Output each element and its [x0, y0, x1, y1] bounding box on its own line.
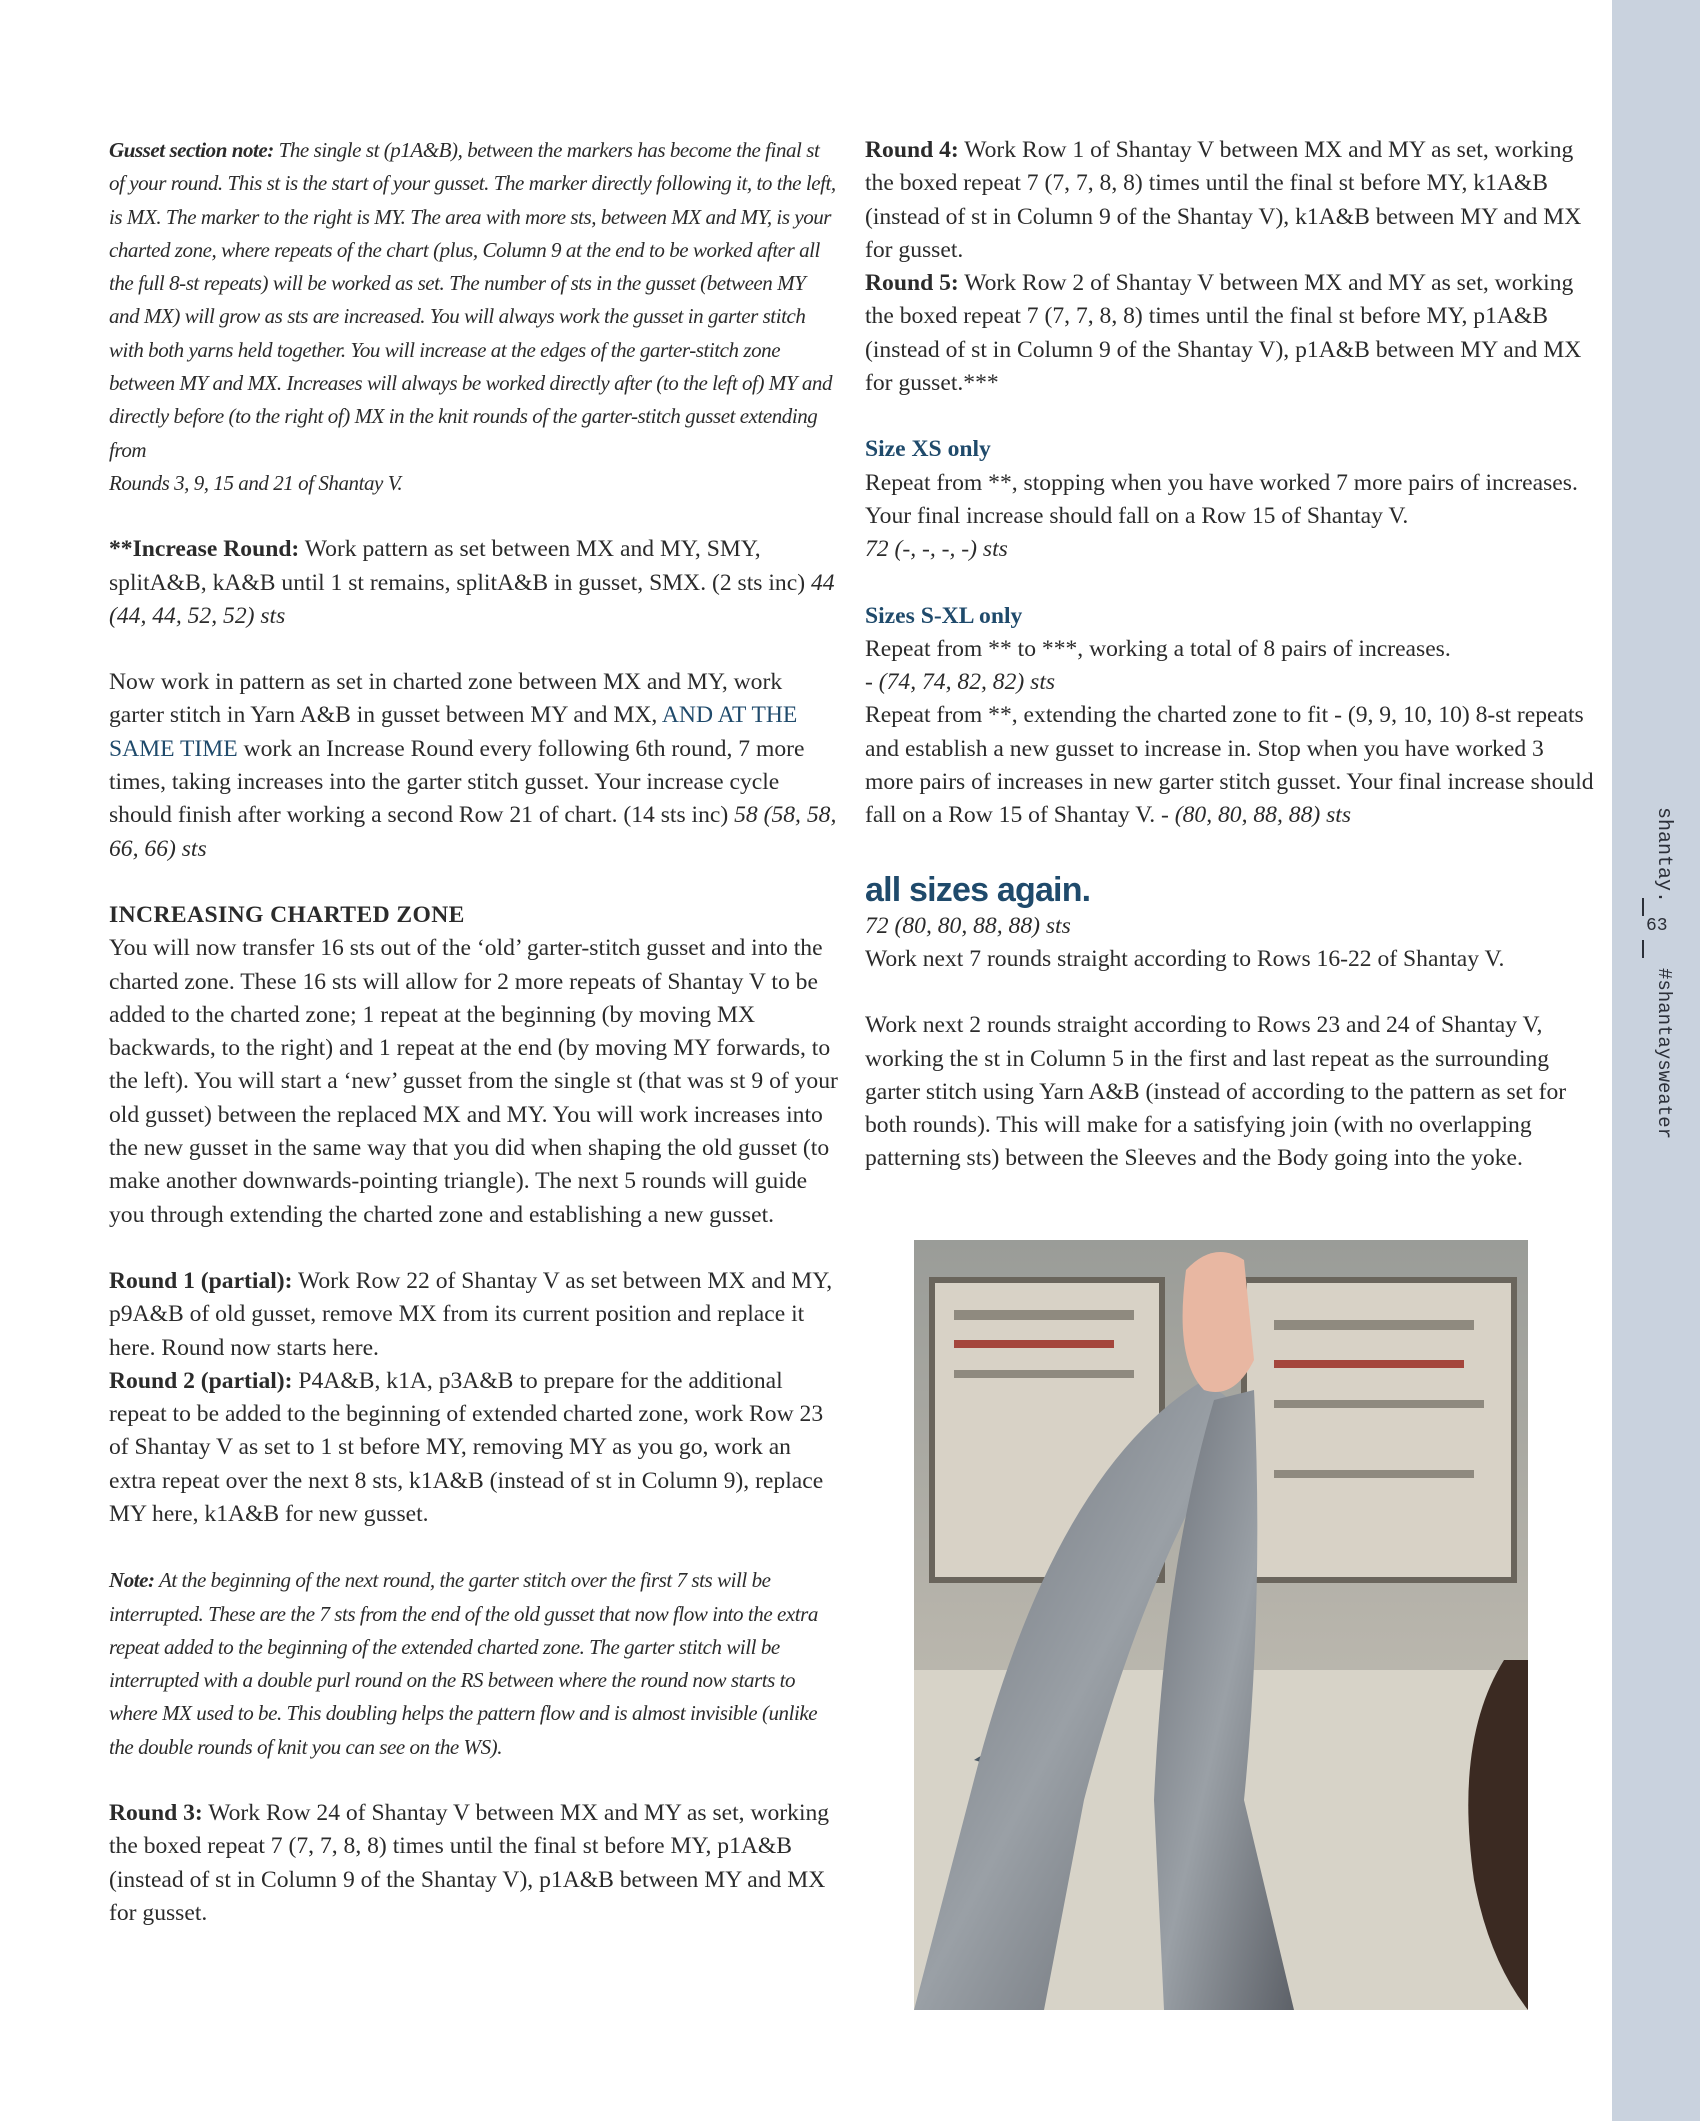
all-sizes-text-1: Work next 7 rounds straight according to Rows 16-22 of Shantay V. [865, 945, 1505, 972]
now-work-text-1: Now work in pattern as set in charted zone between MX and MY, work garter stitch in Yarn A&B in gusset between MY and MX, [109, 669, 783, 729]
increase-round [109, 533, 839, 633]
size-xs-text: Repeat from **, stopping when you have worked 7 more pairs of increases. Your final increase should fall on a Row 15 of Shantay V. [865, 469, 1578, 529]
size-xs-count: 72 (-, -, -, -) sts [865, 536, 1008, 563]
sizes-s-xl-heading: Sizes S-XL only [865, 602, 1023, 629]
round-1-label: Round 1 (partial): [109, 1267, 293, 1294]
sizes-s-xl-count-1: - (74, 74, 82, 82) sts [865, 669, 1056, 696]
gusset-note-text: The single st (p1A&B), between the markers has become the final st of your round. This st is the start of your gusset. The marker directly following it, to the left, is MX. The marker to the right is MY. The area with more sts, between MX and MY, is your charted zone, where repeats of the chart (plus, Column 9 at the end to be worked after all the full 8-st repeats) will be worked as set. The number of sts in the gusset (between MY and MX) will grow as sts are increased. You will always work the gusset in garter stitch with both yarns held together. You will increase at the edges of the garter-stitch zone between MY and MX. Increases will always be worked directly after (to the left of) MY and directly before (to the right of) MX in the knit rounds of the garter-stitch gusset extending from [109, 138, 836, 462]
round-3 [109, 1797, 839, 1930]
gusset-note-label: Gusset section note: [109, 138, 274, 162]
gusset-section-note [109, 134, 839, 500]
page-number: 63 [1646, 916, 1668, 936]
sizes-s-xl-text-1: Repeat from ** to ***, working a total of 8 pairs of increases. [865, 635, 1451, 662]
sizes-s-xl-count-2: (80, 80, 88, 88) sts [1174, 802, 1352, 829]
round-2 [109, 1365, 839, 1531]
all-sizes-text-2: Work next 2 rounds straight according to Rows 23 and 24 of Shantay V, working the st in Column 5 in the first and last repeat as the surrounding garter stitch using Yarn A&B (instead of according to the pattern as set for both rounds). This will make for a satisfying join (with no overlapping patterning sts) between the Sleeves and the Body going into the yoke. [865, 1012, 1567, 1172]
round-4 [865, 134, 1595, 267]
charted-zone-heading: INCREASING CHARTED ZONE [109, 901, 465, 928]
sidebar-brand: shantay. [1652, 807, 1675, 904]
increase-round-label: **Increase Round: [109, 536, 300, 563]
photo-raised-hands [914, 1240, 1528, 2010]
photo-illustration [914, 1240, 1528, 2010]
left-column [109, 134, 839, 1930]
note-text: At the beginning of the next round, the garter stitch over the first 7 sts will be interrupted. These are the 7 sts from the end of the old gusset that now flow into the extra repeat added to the beginning of the extended charted zone. The garter stitch will be interrupted with a double purl round on the RS between where the round now starts to where MX used to be. This doubling helps the pattern flow and is almost invisible (unlike the double rounds of knit you can see on the WS). [109, 1568, 818, 1759]
sizes-s-xl-para-2 [865, 699, 1595, 832]
round-5-text: Work Row 2 of Shantay V between MX and MY as set, working the boxed repeat 7 (7, 7, 8, 8) times until the final st before MY, p1A&B (instead of st in Column 9 of the Shantay V), p1A&B between MY and MX for gusset.*** [865, 270, 1582, 397]
sizes-s-xl-text-2: Repeat from **, extending the charted zone to fit - (9, 9, 10, 10) 8-st repeats and establish a new gusset to increase in. Stop when you have worked 3 more pairs of increases in new garter stitch gusset. Your final increase should fall on a Row 15 of Shantay V. - [865, 702, 1594, 829]
charted-zone-text: You will now transfer 16 sts out of the ‘old’ garter-stitch gusset and into the charted zone. These 16 sts will allow for 2 more repeats of Shantay V to be added to the charted zone; 1 repeat at the beginning (by moving MX backwards, to the right) and 1 repeat at the end (by moving MY forwards, to the left). You will start a ‘new’ gusset from the single st (that was st 9 of your old gusset) between the replaced MX and MY. You will work increases into the new gusset in the same way that you did when shaping the old gusset (to make another downwards-pointing triangle). The next 5 rounds will guide you through extending the charted zone and establishing a new gusset. [109, 935, 838, 1228]
sidebar-hashtag: #shantaysweater [1653, 968, 1675, 1140]
right-column [865, 134, 1595, 1176]
now-work-paragraph [109, 666, 839, 866]
at-the-same-time-highlight: AND AT THE SAME TIME [109, 702, 798, 762]
now-work-text-2: work an Increase Round every following 6th round, 7 more times, taking increases into the garter stitch gusset. Your increase cycle should finish after working a second Row 21 of chart. (14 sts inc) [109, 735, 805, 829]
round-1 [109, 1265, 839, 1365]
round-2-text: P4A&B, k1A, p3A&B to prepare for the additional repeat to be added to the beginning of extended charted zone, work Row 23 of Shantay V as set to 1 st before MY, removing MY as you go, work an extra repeat over the next 8 sts, k1A&B (instead of st in Column 9), replace MY here, k1A&B for new gusset. [109, 1367, 824, 1527]
round-4-text: Work Row 1 of Shantay V between MX and MY as set, working the boxed repeat 7 (7, 7, 8, 8) times until the final st before MY, k1A&B (instead of st in Column 9 of the Shantay V), k1A&B between MY and MX for gusset. [865, 137, 1582, 263]
note-paragraph [109, 1564, 839, 1764]
round-3-label: Round 3: [109, 1800, 203, 1827]
size-xs-heading: Size XS only [865, 436, 991, 463]
sidebar-divider [1642, 898, 1644, 916]
round-5-label: Round 5: [865, 270, 959, 297]
all-sizes-heading: all sizes again. [865, 870, 1091, 909]
sidebar-divider [1642, 940, 1644, 958]
round-1-text: Work Row 22 of Shantay V as set between MX and MY, p9A&B of old gusset, remove MX from its current position and replace it here. Round now starts here. [109, 1267, 833, 1361]
note-label: Note: [109, 1568, 155, 1593]
round-2-label: Round 2 (partial): [109, 1367, 293, 1394]
round-5 [865, 267, 1595, 400]
round-3-text: Work Row 24 of Shantay V between MX and MY as set, working the boxed repeat 7 (7, 7, 8, 8) times until the final st before MY, p1A&B (instead of st in Column 9 of the Shantay V), p1A&B between MY and MX for gusset. [109, 1800, 830, 1926]
round-4-label: Round 4: [865, 137, 959, 163]
all-sizes-count: 72 (80, 80, 88, 88) sts [865, 912, 1071, 939]
increase-round-text: Work pattern as set between MX and MY, SMY, splitA&B, kA&B until 1 st remains, splitA&B in gusset, SMX. (2 sts inc) [109, 536, 811, 596]
increase-round-count: 44 (44, 44, 52, 52) sts [109, 569, 835, 629]
gusset-note-last: Rounds 3, 9, 15 and 21 of Shantay V. [109, 470, 403, 495]
now-work-count: 58 (58, 58, 66, 66) sts [109, 802, 837, 862]
